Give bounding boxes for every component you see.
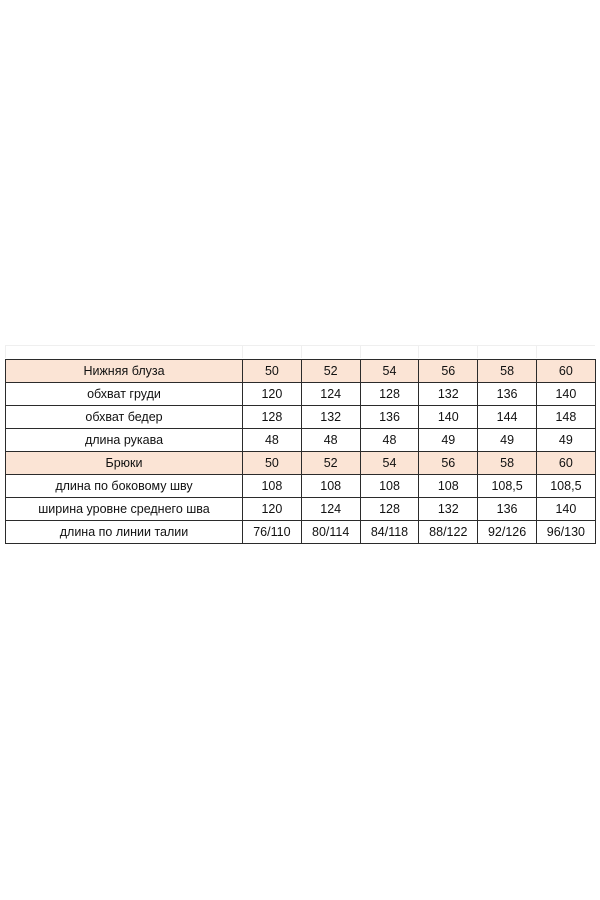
row-label: длина по линии талии <box>6 521 243 544</box>
value-cell: 124 <box>301 498 360 521</box>
size-cell: 60 <box>536 452 595 475</box>
size-cell: 58 <box>478 452 537 475</box>
value-cell: 92/126 <box>478 521 537 544</box>
value-cell: 128 <box>360 498 419 521</box>
value-cell: 136 <box>478 383 537 406</box>
size-cell: 50 <box>243 360 302 383</box>
size-chart-table <box>5 359 596 544</box>
size-cell: 52 <box>301 452 360 475</box>
value-cell: 88/122 <box>419 521 478 544</box>
trousers-header-row <box>6 452 596 475</box>
value-cell: 108 <box>301 475 360 498</box>
size-cell: 60 <box>536 360 595 383</box>
value-cell: 80/114 <box>301 521 360 544</box>
value-cell: 49 <box>478 429 537 452</box>
spreadsheet-gridlines <box>5 345 595 358</box>
value-cell: 49 <box>419 429 478 452</box>
table-row <box>6 475 596 498</box>
size-cell: 54 <box>360 360 419 383</box>
value-cell: 120 <box>243 498 302 521</box>
size-cell: 50 <box>243 452 302 475</box>
row-label: длина рукава <box>6 429 243 452</box>
value-cell: 48 <box>243 429 302 452</box>
size-cell: 54 <box>360 452 419 475</box>
value-cell: 48 <box>301 429 360 452</box>
value-cell: 128 <box>360 383 419 406</box>
table-row <box>6 521 596 544</box>
value-cell: 144 <box>478 406 537 429</box>
value-cell: 76/110 <box>243 521 302 544</box>
table-row <box>6 406 596 429</box>
value-cell: 108 <box>419 475 478 498</box>
value-cell: 108 <box>243 475 302 498</box>
size-cell: 58 <box>478 360 537 383</box>
value-cell: 140 <box>536 498 595 521</box>
value-cell: 140 <box>419 406 478 429</box>
value-cell: 120 <box>243 383 302 406</box>
value-cell: 108,5 <box>478 475 537 498</box>
value-cell: 148 <box>536 406 595 429</box>
value-cell: 108 <box>360 475 419 498</box>
section-title: Нижняя блуза <box>6 360 243 383</box>
value-cell: 136 <box>360 406 419 429</box>
table-row <box>6 429 596 452</box>
value-cell: 48 <box>360 429 419 452</box>
row-label: обхват бедер <box>6 406 243 429</box>
value-cell: 84/118 <box>360 521 419 544</box>
value-cell: 108,5 <box>536 475 595 498</box>
value-cell: 132 <box>301 406 360 429</box>
size-cell: 52 <box>301 360 360 383</box>
row-label: длина по боковому шву <box>6 475 243 498</box>
blouse-header-row <box>6 360 596 383</box>
section-title: Брюки <box>6 452 243 475</box>
table-row <box>6 383 596 406</box>
size-cell: 56 <box>419 452 478 475</box>
table-row <box>6 498 596 521</box>
value-cell: 136 <box>478 498 537 521</box>
value-cell: 128 <box>243 406 302 429</box>
value-cell: 140 <box>536 383 595 406</box>
value-cell: 132 <box>419 383 478 406</box>
row-label: ширина уровне среднего шва <box>6 498 243 521</box>
value-cell: 124 <box>301 383 360 406</box>
value-cell: 96/130 <box>536 521 595 544</box>
row-label: обхват груди <box>6 383 243 406</box>
size-cell: 56 <box>419 360 478 383</box>
value-cell: 132 <box>419 498 478 521</box>
value-cell: 49 <box>536 429 595 452</box>
